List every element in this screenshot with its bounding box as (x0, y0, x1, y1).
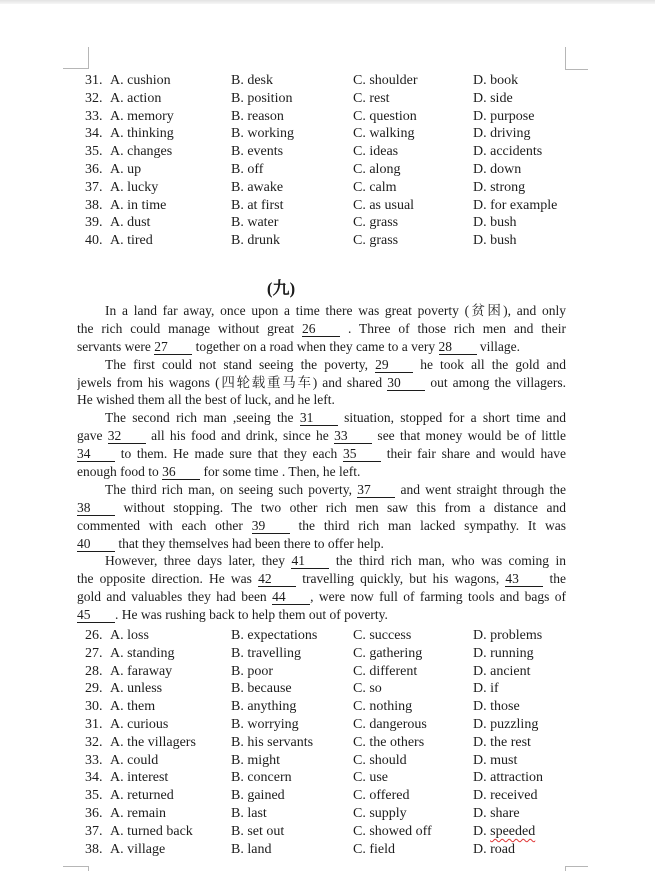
passage-text: together on a road when they came to a very (192, 338, 439, 354)
cloze-blank-31: 31 (300, 410, 338, 426)
cloze-blank-40: 40 (77, 536, 115, 552)
option-d: D. received (473, 788, 538, 804)
cloze-blank-45: 45 (77, 607, 115, 623)
option-d: D. the rest (473, 734, 531, 750)
passage-line (77, 499, 566, 517)
option-c: C. offered (353, 788, 410, 804)
option-d: D. those (473, 699, 520, 715)
passage-line (77, 588, 566, 606)
option-a: A. faraway (110, 663, 173, 679)
cloze-blank-42: 42 (258, 571, 296, 587)
option-a: A. turned back (110, 823, 193, 839)
passage-line (77, 391, 566, 409)
option-d: D. bush (473, 215, 517, 231)
passage-text: that they themselves had been there to offer help. (115, 535, 384, 551)
passage-text: The second rich man ,seeing the (105, 410, 300, 426)
passage-text: the rich could manage without great (77, 320, 303, 336)
question-number: 31. (85, 716, 103, 732)
option-c: C. grass (353, 215, 399, 231)
question-number: 36. (85, 805, 103, 821)
question-row-30 (77, 698, 566, 716)
option-b: B. set out (231, 823, 285, 839)
option-b: B. gained (231, 788, 285, 804)
cloze-blank-41: 41 (291, 553, 329, 569)
passage-line (77, 374, 566, 392)
option-d: D. book (473, 73, 519, 88)
question-row-33 (77, 108, 566, 126)
passage-text: However, three days later, they (105, 553, 292, 569)
passage-line (77, 517, 566, 535)
passage-text: without stopping. The two other rich men saw this from a distance and (115, 499, 566, 515)
option-c: C. walking (353, 126, 415, 142)
option-d: D. ancient (473, 663, 531, 679)
question-number: 36. (85, 161, 103, 177)
question-row-37 (77, 823, 566, 841)
cloze-blank-44: 44 (272, 589, 310, 605)
text-boundary-mark-bottom-left (63, 866, 89, 871)
option-d: D. problems (473, 628, 543, 643)
cloze-blank-35: 35 (343, 446, 381, 462)
option-d: D. road (473, 841, 515, 857)
option-c: C. ideas (353, 144, 399, 160)
option-a: A. remain (110, 805, 166, 821)
option-b: B. drunk (231, 233, 280, 249)
cloze-blank-28: 28 (439, 339, 477, 355)
option-c: C. should (353, 752, 407, 768)
option-d: D. for example (473, 197, 558, 213)
question-number: 35. (85, 788, 103, 804)
passage-line (77, 409, 566, 427)
question-row-31 (77, 716, 566, 734)
question-row-28 (77, 663, 566, 681)
option-b: B. position (231, 90, 293, 106)
question-number: 31. (85, 73, 103, 88)
question-number: 37. (85, 179, 103, 195)
option-d: D. driving (473, 126, 531, 142)
cloze-passage (77, 302, 566, 624)
cloze-blank-33: 33 (334, 428, 372, 444)
passage-line (77, 606, 566, 624)
cloze-blank-39: 39 (252, 518, 290, 534)
option-a: A. loss (110, 628, 149, 643)
question-number: 27. (85, 645, 103, 661)
option-b: B. worrying (231, 716, 299, 732)
option-a: A. village (110, 841, 166, 857)
option-a: A. cushion (110, 73, 171, 88)
passage-text: gold and valuables they had been (77, 589, 273, 605)
question-number: 33. (85, 752, 103, 768)
option-b: B. awake (231, 179, 284, 195)
passage-text: The third rich man, on seeing such poverty, (105, 481, 358, 497)
question-number: 37. (85, 823, 103, 839)
option-c: C. showed off (353, 823, 432, 839)
question-row-33 (77, 752, 566, 770)
option-b: B. desk (231, 73, 273, 88)
question-row-32 (77, 734, 566, 752)
option-a: A. tired (110, 233, 153, 249)
option-d: D. bush (473, 233, 517, 249)
passage-line (77, 463, 566, 481)
option-b: B. working (231, 126, 294, 142)
passage-text: village. (476, 338, 520, 354)
question-row-39 (77, 214, 566, 232)
option-a: A. interest (110, 770, 169, 786)
option-c: C. rest (353, 90, 390, 106)
option-d: D. share (473, 805, 520, 821)
option-c: C. success (353, 628, 412, 643)
question-row-29 (77, 680, 566, 698)
question-row-34 (77, 125, 566, 143)
option-b: B. land (231, 841, 272, 857)
cloze-blank-30: 30 (387, 375, 425, 391)
passage-text: situation, stopped for a short time and (337, 410, 566, 426)
option-a: A. up (110, 161, 142, 177)
question-row-32 (77, 90, 566, 108)
passage-line (77, 445, 566, 463)
question-row-36 (77, 805, 566, 823)
option-d: D. puzzling (473, 716, 539, 732)
option-a: A. could (110, 752, 159, 768)
option-c: C. nothing (353, 699, 413, 715)
question-number: 30. (85, 699, 103, 715)
passage-text: to them. He made sure that they each (115, 446, 343, 462)
option-d: D. side (473, 90, 513, 106)
question-row-38 (77, 197, 566, 215)
option-b: B. travelling (231, 645, 301, 661)
option-a: A. standing (110, 645, 175, 661)
question-number: 32. (85, 90, 103, 106)
passage-text: The first could not stand seeing the poverty, (105, 356, 376, 372)
option-d: D. accidents (473, 144, 543, 160)
option-b: B. anything (231, 699, 297, 715)
option-c: C. field (353, 841, 395, 857)
passage-text: the third rich man, who was coming in (329, 553, 566, 569)
option-a: A. lucky (110, 179, 159, 195)
text-boundary-mark-bottom-right (565, 866, 588, 871)
question-number: 34. (85, 770, 103, 786)
question-row-31 (77, 72, 566, 90)
question-number: 38. (85, 197, 103, 213)
option-b: B. concern (231, 770, 292, 786)
cloze-blank-27: 27 (154, 339, 192, 355)
passage-line (77, 356, 566, 374)
option-a: A. memory (110, 108, 174, 124)
section-title: (九) (266, 278, 296, 298)
option-c: C. as usual (353, 197, 415, 213)
passage-line (77, 338, 566, 356)
passage-line (77, 302, 566, 320)
passage-text: and went straight through the (395, 481, 566, 497)
passage-text: gave (77, 428, 108, 444)
option-d: D. strong (473, 179, 526, 195)
options-list-26-38 (77, 627, 566, 858)
question-number: 29. (85, 681, 103, 697)
passage-text: . Three of those rich men and their (340, 320, 566, 336)
passage-line (77, 552, 566, 570)
passage-text: all his food and drink, since he (145, 428, 335, 444)
passage-text: enough food to (77, 463, 163, 479)
option-b: B. at first (231, 197, 284, 213)
option-c: C. calm (353, 179, 397, 195)
passage-text: In a land far away, once upon a time there was great poverty (贫困), and only (105, 302, 566, 318)
question-row-38 (77, 841, 566, 859)
option-c: C. supply (353, 805, 407, 821)
cloze-blank-32: 32 (108, 428, 146, 444)
question-number: 33. (85, 108, 103, 124)
question-number: 35. (85, 144, 103, 160)
passage-text: . He was rushing back to help them out of poverty. (115, 607, 388, 623)
passage-text: commented with each other (77, 517, 252, 533)
options-list-31-40 (77, 72, 566, 250)
page-top-edge-strip (0, 0, 655, 4)
passage-text: servants were (77, 338, 155, 354)
option-d: D. speeded (473, 823, 536, 839)
option-a: A. changes (110, 144, 173, 160)
passage-text: for some time . Then, he left. (200, 463, 361, 479)
option-b: B. might (231, 752, 281, 768)
text-boundary-mark-top-right (565, 47, 588, 70)
option-a: A. returned (110, 788, 174, 804)
cloze-blank-43: 43 (505, 571, 543, 587)
passage-text: the opposite direction. He was (77, 571, 259, 587)
passage-line (77, 535, 566, 553)
question-number: 34. (85, 126, 103, 142)
cloze-blank-37: 37 (357, 482, 395, 498)
passage-line (77, 570, 566, 588)
option-a: A. in time (110, 197, 167, 213)
question-number: 40. (85, 233, 103, 249)
option-c: C. use (353, 770, 388, 786)
option-a: A. them (110, 699, 156, 715)
option-a: A. unless (110, 681, 163, 697)
passage-text: he took all the gold and (413, 356, 566, 372)
question-number: 26. (85, 628, 103, 643)
passage-text: the third rich man lacked sympathy. It was (289, 517, 566, 533)
option-c: C. the others (353, 734, 425, 750)
cloze-blank-26: 26 (302, 321, 340, 337)
passage-text: the (543, 571, 566, 587)
question-row-40 (77, 232, 566, 250)
question-number: 38. (85, 841, 103, 857)
option-b: B. reason (231, 108, 284, 124)
question-row-27 (77, 645, 566, 663)
option-a: A. dust (110, 215, 151, 231)
question-row-35 (77, 787, 566, 805)
passage-text: out among the villagers. (425, 374, 566, 390)
question-number: 32. (85, 734, 103, 750)
text-boundary-mark-top-left (63, 47, 89, 69)
cloze-blank-34: 34 (77, 446, 115, 462)
option-a: A. curious (110, 716, 169, 732)
passage-text: He wished them all the best of luck, and he left. (77, 392, 335, 408)
option-a: A. thinking (110, 126, 174, 142)
question-row-36 (77, 161, 566, 179)
passage-line (77, 320, 566, 338)
option-b: B. his servants (231, 734, 314, 750)
option-d: D. must (473, 752, 518, 768)
option-b: B. poor (231, 663, 273, 679)
option-a: A. the villagers (110, 734, 196, 750)
question-row-34 (77, 769, 566, 787)
option-c: C. different (353, 663, 418, 679)
option-b: B. because (231, 681, 292, 697)
option-b: B. off (231, 161, 264, 177)
option-c: C. gathering (353, 645, 423, 661)
text-area (77, 72, 566, 858)
option-d: D. down (473, 161, 522, 177)
passage-text: their fair share and would have (381, 446, 566, 462)
option-c: C. so (353, 681, 382, 697)
misspelled-word: speeded (490, 823, 536, 839)
option-c: C. shoulder (353, 73, 418, 88)
passage-line (77, 427, 566, 445)
option-d: D. purpose (473, 108, 535, 124)
option-d: D. if (473, 681, 499, 697)
cloze-blank-36: 36 (162, 464, 200, 480)
passage-text: , were now full of farming tools and bags of (310, 589, 566, 605)
passage-text: travelling quickly, but his wagons, (296, 571, 506, 587)
option-c: C. grass (353, 233, 399, 249)
option-a: A. action (110, 90, 162, 106)
option-b: B. events (231, 144, 284, 160)
question-row-37 (77, 179, 566, 197)
option-c: C. question (353, 108, 417, 124)
option-d: D. running (473, 645, 534, 661)
cloze-blank-29: 29 (375, 357, 413, 373)
cloze-blank-38: 38 (77, 500, 115, 516)
question-number: 28. (85, 663, 103, 679)
option-c: C. dangerous (353, 716, 427, 732)
passage-text: see that money would be of little (372, 428, 566, 444)
option-b: B. water (231, 215, 279, 231)
question-row-26 (77, 627, 566, 645)
option-d: D. attraction (473, 770, 543, 786)
passage-line (77, 481, 566, 499)
option-c: C. along (353, 161, 401, 177)
passage-text: jewels from his wagons (四轮载重马车) and shared (77, 374, 388, 390)
option-b: B. expectations (231, 628, 318, 643)
option-b: B. last (231, 805, 267, 821)
question-number: 39. (85, 215, 103, 231)
question-row-35 (77, 143, 566, 161)
